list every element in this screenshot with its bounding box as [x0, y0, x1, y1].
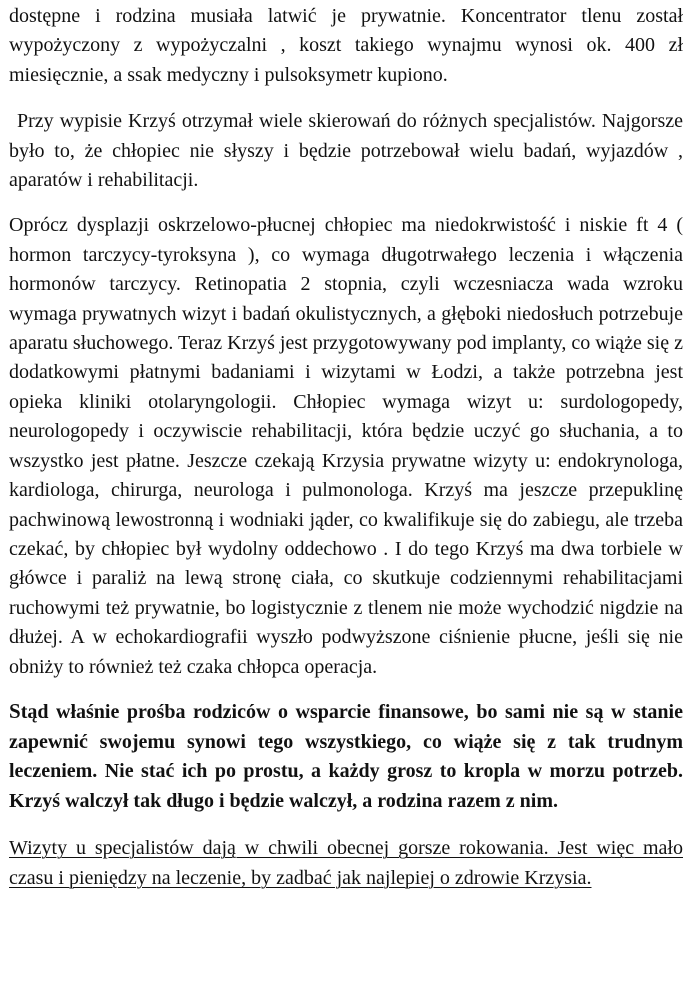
- paragraph-medical-conditions: Oprócz dysplazji oskrzelowo-płucnej chłopiec ma niedokrwistość i niskie ft 4 ( hormon tarczycy-tyroksyna ), co wymaga długotrwałego leczenia i włączenia hormonów tarczycy. Retinopatia 2 stopnia, czyli wczesniacza wada wzroku wymaga prywatnych wizyt i badań okulistycznych, a głęboki niedosłuch potrzebuje aparatu słuchowego. Teraz Krzyś jest przygotowywany pod implanty, co wiąże się z dodatkowymi płatnymi badaniami i wizytami w Łodzi, a także potrzebna jest opieka kliniki otolaryngologii. Chłopiec wymaga wizyt u: surdologopedy, neurologopedy i oczywiscie rehabilitacji, która będzie uczyć go słuchania, a to wszystko jest płatne. Jeszcze czekają Krzysia prywatne wizyty u: endokrynologa, kardiologa, chirurga, neurologa i pulmonologa. Krzyś ma jeszcze przepuklinę pachwinową lewostronną i wodniaki jąder, co kwalifikuje się do zabiegu, ale trzeba czekać, by chłopiec był wydolny oddechowo . I do tego Krzyś ma dwa torbiele w główce i paraliż na lewą stronę ciała, co skutkuje codziennymi rehabilitacjami ruchowymi też prywatnie, bo logistycznie z tlenem nie może wychodzić nigdzie na dłużej. A w echokardiografii wyszło podwyższone ciśnienie płucne, jeśli się nie obniży to również też czaka chłopca operacja.: [9, 214, 683, 678]
- paragraph-oxygen-equipment: dostępne i rodzina musiała latwić je prywatnie. Koncentrator tlenu został wypożyczony z wypożyczalni , koszt takiego wynajmu wynosi ok. 400 zł miesięcznie, a ssak medyczny i pulsoksymetr kupiono.: [9, 5, 683, 86]
- paragraph-discharge-referrals: Przy wypisie Krzyś otrzymał wiele skierowań do różnych specjalistów. Najgorsze było to, że chłopiec nie słyszy i będzie potrzebował wielu badań, wyjazdów , aparatów i rehabilitacji.: [9, 110, 683, 192]
- paragraph-funding-appeal: [9, 697, 683, 816]
- paragraph-prognosis-underlined: Wizyty u specjalistów dają w chwili obecnej gorsze rokowania. Jest więc mało czasu i pieniędzy na leczenie, by zadbać jak najlepiej o zdrowie Krzysia.: [9, 837, 683, 889]
- appeal-lead-letter: S: [9, 698, 21, 723]
- appeal-text: tąd właśnie prośba rodziców o wsparcie finansowe, bo sami nie są w stanie zapewnić swojemu synowi tego wszystkiego, co wiąże się z tak trudnym leczeniem. Nie stać ich po prostu, a każdy grosz to kropla w morzu potrzeb. Krzyś walczył tak długo i będzie walczył, a rodzina razem z nim.: [9, 700, 683, 812]
- document-page: [9, 2, 683, 893]
